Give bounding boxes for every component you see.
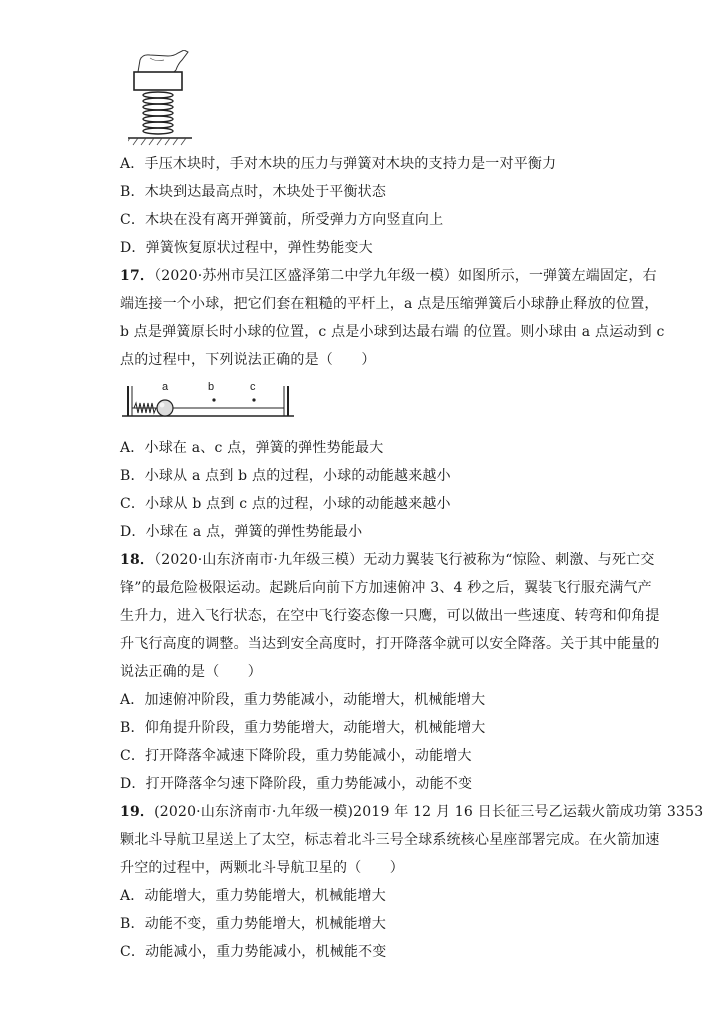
spring-coil [134, 403, 156, 413]
q19-number: 19． [120, 804, 155, 820]
q19-stem-line-2: 颗北斗导航卫星送上了太空，标志着北斗三号全球系统核心星座部署完成。在火箭加速 [120, 832, 660, 848]
ground-hatching [128, 138, 186, 145]
q18-stem-line-5: 说法正确的是（ ） [120, 664, 262, 680]
q18-stem-line-4: 升飞行高度的调整。当达到安全高度时，打开降落伞就可以安全降落。关于其中能量的 [120, 636, 660, 652]
q19-option-b: B．动能不变，重力势能增大，机械能增大 [120, 916, 387, 932]
spring-coil [143, 92, 173, 134]
point-b-dot [212, 398, 215, 401]
q17-stem-line-3: b 点是弹簧原长时小球的位置，c 点是小球到达最右端 的位置。则小球由 a 点运动到 c [120, 324, 665, 340]
point-c-dot [252, 398, 255, 401]
spring-block-figure [128, 50, 208, 150]
q18-stem-line-1: 18．（2020·山东济南市·九年级三模）无动力翼装飞行被称为“惊险、刺激、与死亡交 [120, 552, 655, 568]
hand-icon [138, 50, 188, 72]
q18-option-a: A．加速俯冲阶段，重力势能减小，动能增大，机械能增大 [120, 692, 486, 708]
q16-option-c: C．木块在没有离开弹簧前，所受弹力方向竖直向上 [120, 212, 444, 228]
q17-number: 17． [120, 268, 155, 284]
q17-stem-line-1: 17．（2020·苏州市吴江区盛泽第二中学九年级一模）如图所示，一弹簧左端固定，右 [120, 268, 657, 284]
label-a: a [162, 381, 169, 393]
q17-option-a: A．小球在 a、c 点，弹簧的弹性势能最大 [120, 440, 384, 456]
q17-option-b: B．小球从 a 点到 b 点的过程，小球的动能越来越小 [120, 468, 451, 484]
q18-option-c: C．打开降落伞减速下降阶段，重力势能减小，动能增大 [120, 748, 472, 764]
q16-option-d: D．弹簧恢复原状过程中，弹性势能变大 [120, 240, 373, 256]
q18-option-b: B．仰角提升阶段，重力势能增大，动能增大，机械能增大 [120, 720, 486, 736]
q16-option-a: A．手压木块时，手对木块的压力与弹簧对木块的支持力是一对平衡力 [120, 156, 557, 172]
q18-stem-line-2: 锋”的最危险极限运动。起跳后向前下方加速俯冲 3、4 秒之后，翼装飞行服充满气产 [120, 580, 652, 596]
q17-stem-line-4: 点的过程中，下列说法正确的是（ ） [120, 352, 376, 368]
q18-stem-line-3: 生升力，进入飞行状态，在空中飞行姿态像一只鹰，可以做出一些速度、转弯和仰角提 [120, 608, 660, 624]
wooden-block [134, 72, 182, 90]
q17-option-d: D．小球在 a 点，弹簧的弹性势能最小 [120, 524, 363, 540]
q17-option-c: C．小球从 b 点到 c 点的过程，小球的动能越来越小 [120, 496, 451, 512]
q16-option-b: B．木块到达最高点时，木块处于平衡状态 [120, 184, 387, 200]
q17-stem-line-2: 端连接一个小球，把它们套在粗糙的平杆上，a 点是压缩弹簧后小球静止释放的位置， [120, 296, 659, 312]
ball [157, 400, 173, 416]
spring-ball-rail-figure [122, 378, 294, 420]
q18-number: 18． [120, 552, 155, 568]
label-c: c [250, 381, 256, 393]
q19-stem-line-1: 19．(2020·山东济南市·九年级一模)2019 年 12 月 16 日长征三号乙运载火箭成功第 3353 [120, 804, 704, 820]
q19-option-c: C．动能减小，重力势能减小，机械能不变 [120, 944, 387, 960]
q19-option-a: A．动能增大，重力势能增大，机械能增大 [120, 888, 386, 904]
label-b: b [208, 381, 215, 393]
q18-option-d: D．打开降落伞匀速下降阶段，重力势能减小，动能不变 [120, 776, 473, 792]
q19-stem-line-3: 升空的过程中，两颗北斗导航卫星的（ ） [120, 860, 404, 876]
